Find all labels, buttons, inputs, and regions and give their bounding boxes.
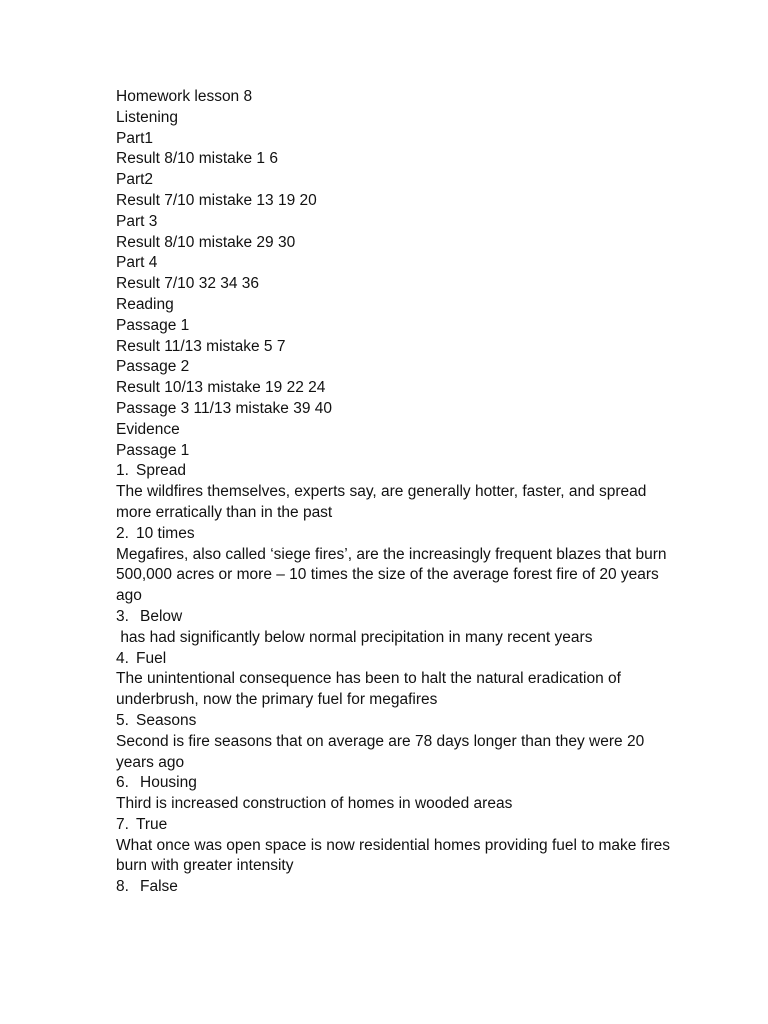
item-answer: True	[136, 815, 168, 833]
item-evidence: Second is fire seasons that on average are 78 days longer than they were 20 years ago	[116, 732, 645, 771]
item-evidence: has had significantly below normal precipitation in many recent years	[116, 628, 593, 646]
item-number: 6.	[116, 774, 129, 792]
item-number: 1.	[116, 462, 129, 480]
item-answer: Fuel	[136, 649, 167, 667]
evidence-passage-label: Passage 1	[116, 441, 190, 459]
listening-part-result: Result 7/10 32 34 36	[116, 275, 260, 293]
document-page	[116, 87, 676, 898]
item-number: 8.	[116, 878, 129, 896]
item-answer: Housing	[140, 774, 197, 792]
item-number: 3.	[116, 607, 129, 625]
evidence-item-2	[116, 524, 676, 545]
reading-passage-result: Result 11/13 mistake 5 7	[116, 337, 286, 355]
item-evidence: Third is increased construction of homes in wooded areas	[116, 795, 513, 813]
item-answer: False	[140, 878, 178, 896]
evidence-item-6	[116, 773, 676, 794]
listening-part-label: Part 4	[116, 254, 158, 272]
evidence-item-1	[116, 461, 676, 482]
reading-passage-label: Passage 1	[116, 316, 190, 334]
document-title: Homework lesson 8	[116, 88, 253, 105]
item-answer: Spread	[136, 462, 186, 480]
item-evidence: Megafires, also called ‘siege fires’, are the increasingly frequent blazes that burn 500,000 acres or more – 10 times the size of the average forest fire of 20 years ago	[116, 545, 667, 605]
evidence-item-5	[116, 711, 676, 732]
reading-passage-3-result: Passage 3 11/13 mistake 39 40	[116, 399, 332, 417]
evidence-heading: Evidence	[116, 420, 180, 438]
item-answer: 10 times	[136, 524, 195, 542]
listening-part-result: Result 8/10 mistake 29 30	[116, 233, 296, 251]
item-evidence: The wildfires themselves, experts say, are generally hotter, faster, and spread more erratically than in the past	[116, 483, 647, 521]
listening-part-label: Part2	[116, 171, 154, 189]
reading-heading: Reading	[116, 295, 174, 313]
evidence-item-4	[116, 649, 676, 670]
item-number: 7.	[116, 815, 129, 833]
listening-part-result: Result 7/10 mistake 13 19 20	[116, 191, 317, 209]
item-answer: Seasons	[136, 711, 197, 729]
listening-heading: Listening	[116, 108, 179, 126]
item-number: 2.	[116, 524, 129, 542]
item-evidence: The unintentional consequence has been to halt the natural eradication of underbrush, now the primary fuel for megafires	[116, 670, 621, 709]
item-evidence: What once was open space is now residential homes providing fuel to make fires burn with greater intensity	[116, 836, 670, 875]
evidence-item-3	[116, 607, 676, 628]
evidence-item-8	[116, 877, 676, 898]
reading-passage-result: Result 10/13 mistake 19 22 24	[116, 379, 326, 397]
listening-part-label: Part 3	[116, 212, 158, 230]
item-number: 5.	[116, 711, 129, 729]
listening-part-result: Result 8/10 mistake 1 6	[116, 150, 278, 168]
evidence-item-7	[116, 815, 676, 836]
listening-part-label: Part1	[116, 129, 154, 147]
item-answer: Below	[140, 607, 183, 625]
item-number: 4.	[116, 649, 129, 667]
reading-passage-label: Passage 2	[116, 358, 190, 376]
